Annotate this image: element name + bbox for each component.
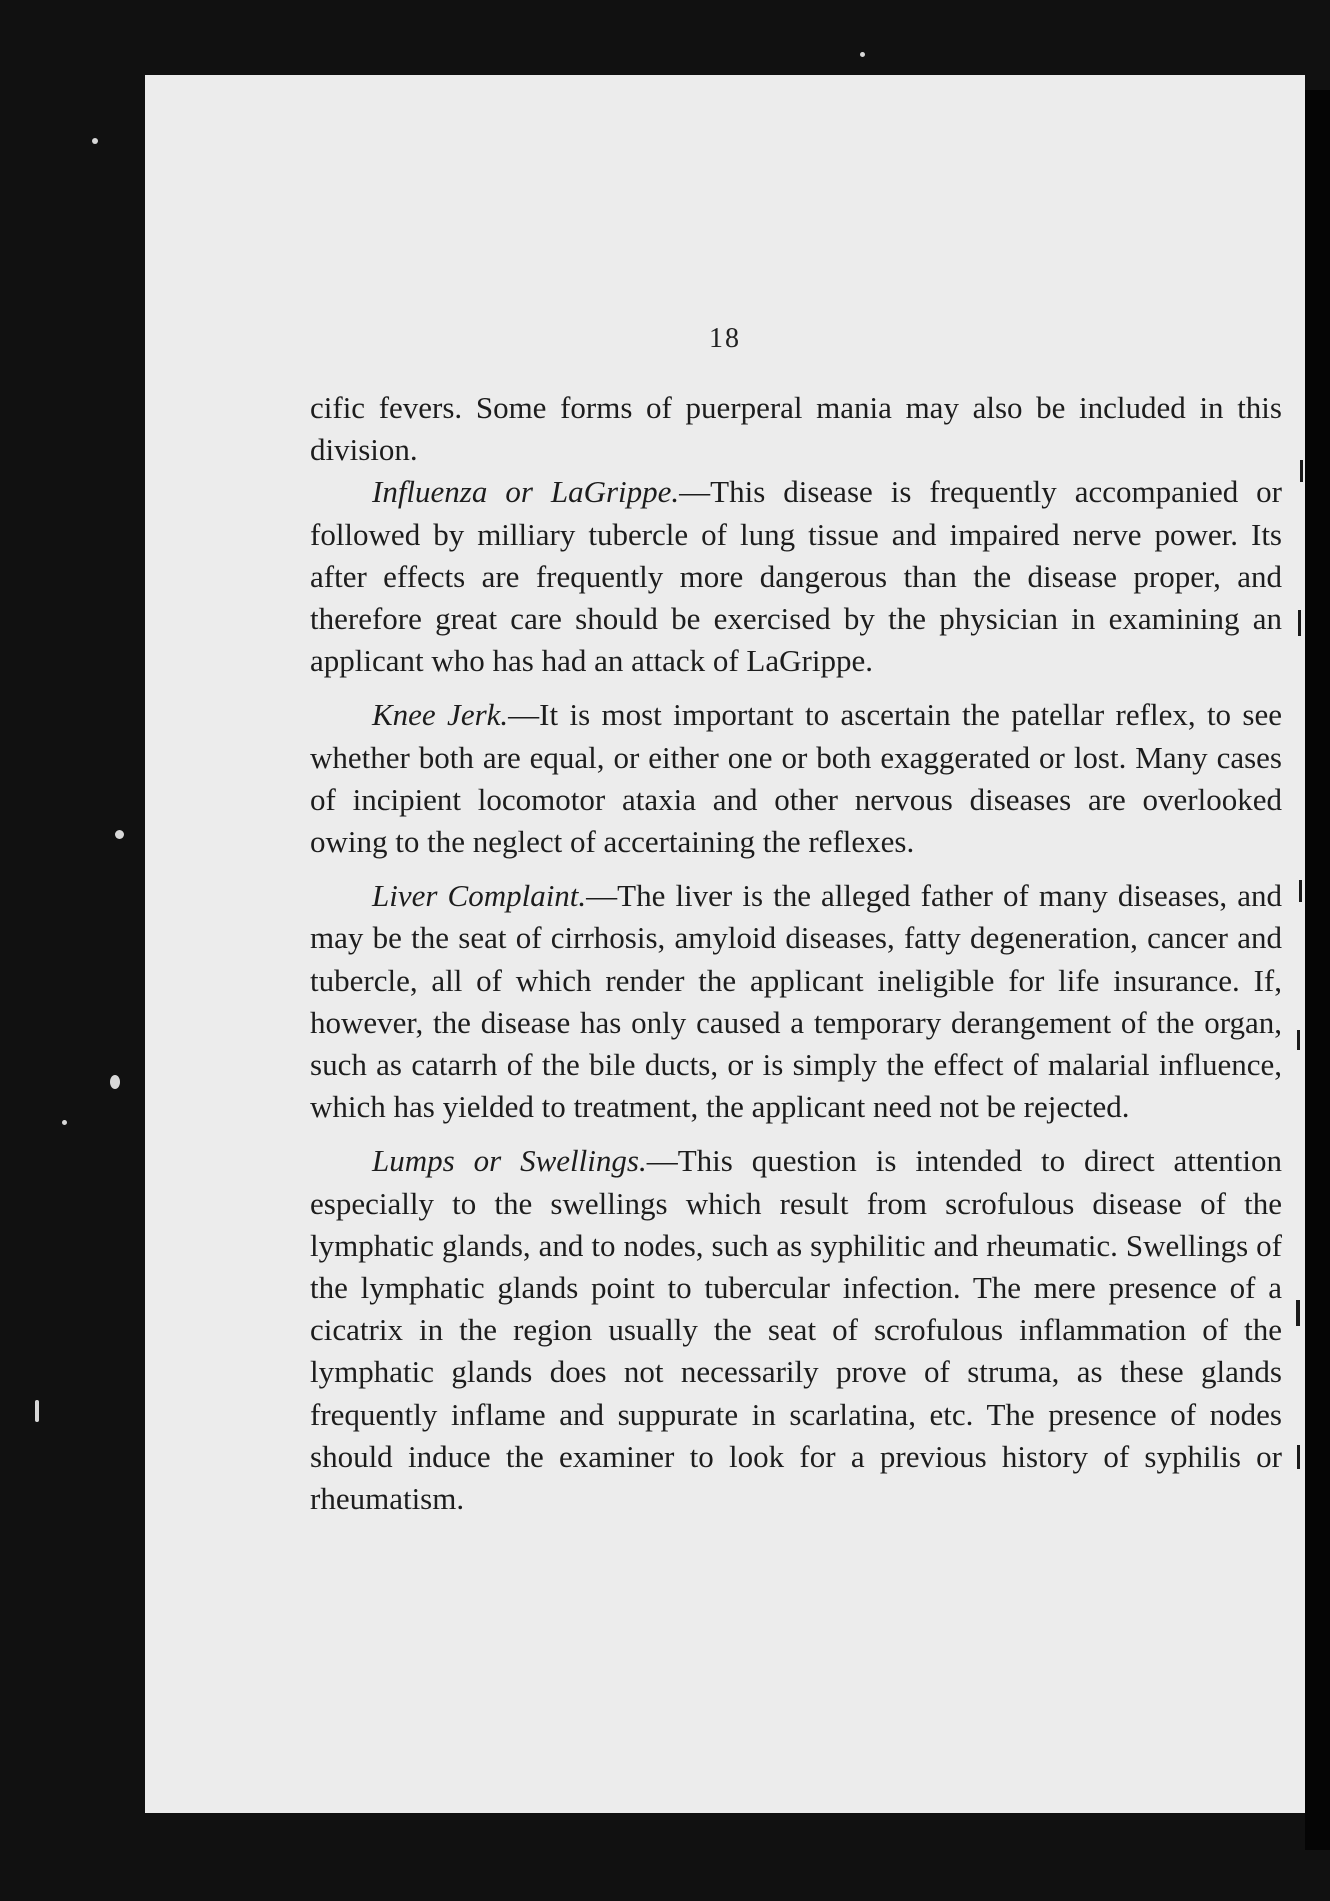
dust-speck: [35, 1400, 39, 1422]
spine-shadow: [1305, 90, 1330, 1850]
body-text: [310, 387, 1282, 1520]
dust-speck: [115, 830, 124, 839]
margin-mark: [1298, 610, 1301, 636]
paragraph-text: —This question is intended to direct attention especially to the swellings which result from scrofulous disease of the lymphatic glands, and to nodes, such as syphilitic and rheumatic. Swellings of the lymphatic glands point to tubercular infection. The mere presence of a cicatrix in the region usually the seat of scrofulous inflammation of the lymphatic glands does not necessarily prove of struma, as these glands frequently inflame and suppurate in scarlatina, etc. The presence of nodes should induce the examiner to look for a previous history of syphilis or rheumatism.: [310, 1143, 1282, 1517]
paragraph-text: cific fevers. Some forms of puerperal mania may also be included in this division.: [310, 390, 1282, 468]
dust-speck: [860, 52, 865, 57]
margin-mark: [1297, 1030, 1300, 1050]
paragraph-text: —It is most important to ascertain the patellar reflex, to see whether both are equal, or either one or both exaggerated or lost. Many cases of incipient locomotor ataxia and other nervous diseases are overlooked owing to the neglect of accertaining the reflexes.: [310, 697, 1282, 860]
margin-mark: [1299, 880, 1302, 902]
margin-mark: [1297, 1445, 1300, 1469]
paragraph-text: —The liver is the alleged father of many diseases, and may be the seat of cirrhosis, amyloid diseases, fatty degeneration, cancer and tubercle, all of which render the applicant ineligible for life insurance. If, however, the disease has only caused a temporary derangement of the organ, such as catarrh of the bile ducts, or is simply the effect of malarial influence, which has yielded to treatment, the applicant need not be rejected.: [310, 878, 1282, 1125]
paragraph-continuation: [310, 387, 1282, 471]
dust-speck: [110, 1075, 120, 1089]
paragraph-influenza: [310, 471, 1282, 682]
paragraph-heading: Lumps or Swellings.: [372, 1143, 647, 1179]
book-page: [145, 75, 1305, 1813]
paragraph-heading: Liver Complaint.: [372, 878, 587, 914]
dust-speck: [92, 138, 98, 144]
paragraph-knee-jerk: [310, 694, 1282, 863]
paragraph-lumps-swellings: [310, 1140, 1282, 1520]
margin-mark: [1300, 460, 1303, 482]
paragraph-text: —This disease is frequently accompanied or followed by milliary tubercle of lung tissue and impaired nerve power. Its after effects are frequently more dangerous than the disease proper, and therefore great care should be exercised by the physician in examining an applicant who has had an attack of LaGrippe.: [310, 474, 1283, 679]
page-number: 18: [709, 323, 741, 354]
margin-mark: [1296, 1300, 1300, 1326]
paragraph-heading: Influenza or LaGrippe.: [372, 474, 680, 510]
dust-speck: [62, 1120, 67, 1125]
paragraph-liver-complaint: [310, 875, 1282, 1128]
paragraph-heading: Knee Jerk.: [372, 697, 509, 733]
